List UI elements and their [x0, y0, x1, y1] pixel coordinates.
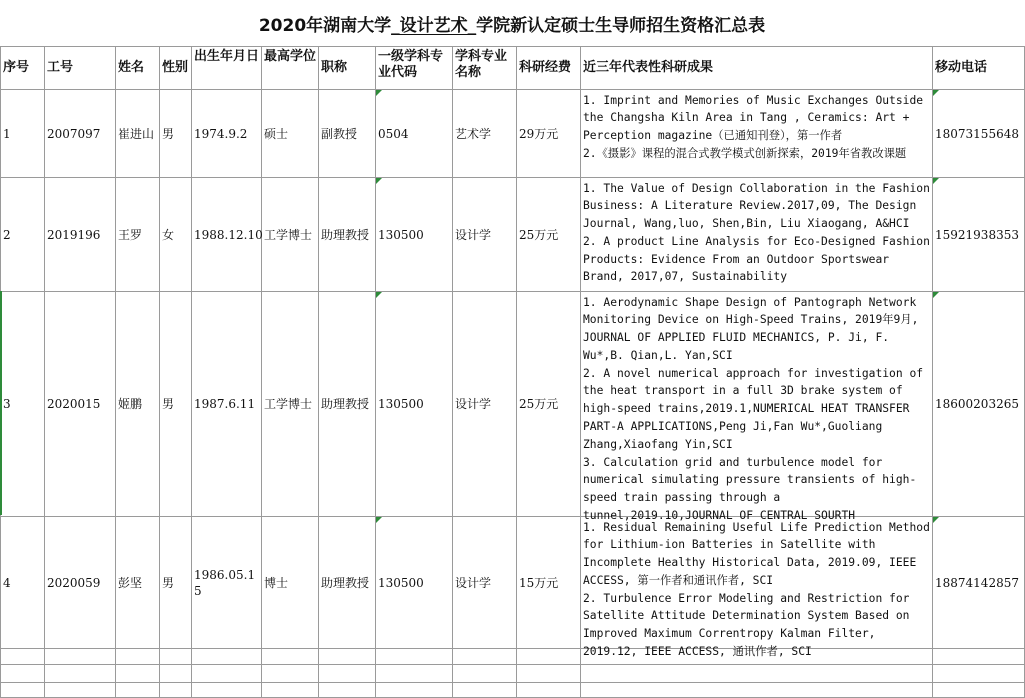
cell-no[interactable]: 3 [1, 292, 45, 517]
cell-degree[interactable]: 硕士 [262, 90, 319, 178]
comment-marker-icon [933, 517, 939, 523]
empty-cell[interactable] [453, 683, 517, 698]
col-header-birth[interactable]: 出生年月日 [192, 47, 262, 90]
cell-phone-text: 15921938353 [935, 227, 1019, 242]
cell-achievements[interactable] [581, 90, 933, 178]
cell-major[interactable]: 设计学 [453, 517, 517, 649]
comment-marker-icon [933, 178, 939, 184]
cell-code-text: 0504 [378, 126, 409, 141]
cell-no[interactable]: 1 [1, 90, 45, 178]
table-row [1, 178, 1025, 292]
empty-cell[interactable] [376, 665, 453, 683]
cell-title[interactable]: 助理教授 [319, 178, 376, 292]
cell-gender[interactable]: 男 [160, 90, 192, 178]
empty-cell[interactable] [376, 683, 453, 698]
cell-code-text: 130500 [378, 227, 424, 242]
empty-row [1, 665, 1025, 683]
cell-title[interactable]: 助理教授 [319, 292, 376, 517]
cell-gender[interactable]: 女 [160, 178, 192, 292]
cell-birth[interactable]: 1974.9.2 [192, 90, 262, 178]
cell-code[interactable] [376, 292, 453, 517]
empty-cell[interactable] [581, 683, 933, 698]
cell-code[interactable] [376, 90, 453, 178]
col-header-name[interactable]: 姓名 [116, 47, 160, 90]
comment-marker-icon [376, 178, 382, 184]
empty-cell[interactable] [933, 683, 1025, 698]
cell-gender[interactable]: 男 [160, 517, 192, 649]
achievements-text: 1. The Value of Design Collaboration in the Fashion Business: A Literature Review.2017,09, The Design Journal, Wang,luo, Shen,Bin, Liu Xiaogang, A&HCI 2. A product Line Analysis for Eco-Designed Fashion Products: Evidence From an Outdoor Sportswear Brand, 2017,07, Sustainability [583, 181, 930, 284]
cell-id[interactable]: 2020059 [45, 517, 116, 649]
comment-marker-icon [933, 292, 939, 298]
empty-cell[interactable] [453, 665, 517, 683]
table-row [1, 517, 1025, 649]
comment-marker-icon [376, 292, 382, 298]
cell-funding[interactable]: 25万元 [517, 292, 581, 517]
achievements-text: 1. Residual Remaining Useful Life Prediction Method for Lithium-ion Batteries in Satellite with Incomplete Healthy Historical Data, 2019.09, IEEE ACCESS, 第一作者和通讯作者, SCI 2. Turbulence Error Modeling and Restriction for Satellite Attitude Determination System Based on Improved Maximum Correntropy Kalman Filter, 2019.12, IEEE ACCESS, 通讯作者, SCI [583, 520, 930, 659]
cell-code[interactable] [376, 517, 453, 649]
cell-id[interactable]: 2007097 [45, 90, 116, 178]
cell-title[interactable]: 助理教授 [319, 517, 376, 649]
header-row [1, 47, 1025, 90]
achievements-text: 1. Aerodynamic Shape Design of Pantograph Network Monitoring Device on High-Speed Trains, 2019年9月, JOURNAL OF APPLIED FLUID MECHANICS, P. Ji, F. Wu*,B. Qian,L. Yan,SCI 2. A novel numerical approach for investigation of the heat transport in a full 3D brake system of high-speed trains,2019.1,NUMERICAL HEAT TRANSFER PART-A APPLICATIONS,Peng Ji,Fan Wu*,Guoliang Zhang,Xiaofang Yin,SCI 3. Calculation grid and turbulence model for numerical simulating pressure transients of high-speed train passing through a tunnel,2019.10,JOURNAL OF CENTRAL SOURTH [583, 295, 924, 523]
title-college: _设计艺术_ [391, 15, 477, 36]
empty-cell[interactable] [319, 683, 376, 698]
cell-funding[interactable]: 25万元 [517, 178, 581, 292]
col-header-achievements[interactable]: 近三年代表性科研成果 [581, 47, 933, 90]
cell-degree[interactable]: 博士 [262, 517, 319, 649]
empty-cell[interactable] [1, 649, 45, 665]
comment-marker-icon [376, 517, 382, 523]
cell-major[interactable]: 设计学 [453, 292, 517, 517]
col-header-major[interactable]: 学科专业名称 [453, 47, 517, 90]
title-prefix: 2020年湖南大学 [258, 15, 392, 36]
comment-marker-icon [933, 90, 939, 96]
cell-achievements[interactable] [581, 517, 933, 659]
cell-phone[interactable] [933, 517, 1025, 649]
empty-cell[interactable] [45, 683, 116, 698]
empty-row [1, 649, 1025, 665]
col-header-title[interactable]: 职称 [319, 47, 376, 90]
summary-table [0, 46, 1025, 698]
empty-cell[interactable] [192, 683, 262, 698]
empty-cell[interactable] [116, 665, 160, 683]
cell-phone-text: 18874142857 [935, 575, 1019, 590]
cell-id[interactable]: 2020015 [45, 292, 116, 517]
cell-birth[interactable]: 1987.6.11 [192, 292, 262, 517]
table-row [1, 292, 1025, 517]
empty-cell[interactable] [376, 649, 453, 665]
cell-name[interactable]: 崔进山 [116, 90, 160, 178]
empty-cell[interactable] [319, 649, 376, 665]
empty-cell[interactable] [1, 683, 45, 698]
col-header-gender[interactable]: 性别 [160, 47, 192, 90]
cell-name[interactable]: 彭坚 [116, 517, 160, 649]
cell-degree[interactable]: 工学博士 [262, 292, 319, 517]
cell-degree[interactable]: 工学博士 [262, 178, 319, 292]
cell-major[interactable]: 艺术学 [453, 90, 517, 178]
empty-cell[interactable] [581, 665, 933, 683]
comment-marker-icon [376, 90, 382, 96]
empty-cell[interactable] [1, 665, 45, 683]
cell-funding[interactable]: 29万元 [517, 90, 581, 178]
empty-row [1, 683, 1025, 698]
empty-cell[interactable] [517, 649, 581, 665]
col-header-id[interactable]: 工号 [45, 47, 116, 90]
empty-cell[interactable] [116, 649, 160, 665]
cell-code[interactable] [376, 178, 453, 292]
cell-code-text: 130500 [378, 575, 424, 590]
col-header-degree[interactable]: 最高学位 [262, 47, 319, 90]
row-selection-bar [0, 291, 2, 515]
achievements-text: 1. Imprint and Memories of Music Exchanges Outside the Changsha Kiln Area in Tang , Ceramics: Art + Perception magazine（已通知刊登），第一作者 2.《摄影》课程的混合式教学模式创新探索，2019年省教改课题 [583, 93, 924, 160]
page-title [0, 0, 1024, 46]
cell-phone[interactable] [933, 292, 1025, 517]
cell-name[interactable]: 王罗 [116, 178, 160, 292]
empty-cell[interactable] [45, 649, 116, 665]
empty-cell[interactable] [453, 649, 517, 665]
table-row [1, 90, 1025, 178]
empty-cell[interactable] [262, 665, 319, 683]
empty-cell[interactable] [262, 683, 319, 698]
empty-cell[interactable] [319, 665, 376, 683]
cell-id[interactable]: 2019196 [45, 178, 116, 292]
cell-achievements[interactable] [581, 292, 933, 523]
cell-phone[interactable] [933, 90, 1025, 178]
col-header-code[interactable]: 一级学科专业代码 [376, 47, 453, 90]
col-header-phone[interactable]: 移动电话 [933, 47, 1025, 90]
cell-phone-text: 18600203265 [935, 397, 1019, 411]
cell-funding[interactable]: 15万元 [517, 517, 581, 649]
empty-cell[interactable] [517, 683, 581, 698]
empty-cell[interactable] [45, 665, 116, 683]
cell-achievements[interactable] [581, 178, 933, 292]
cell-name[interactable]: 姬鹏 [116, 292, 160, 517]
cell-major[interactable]: 设计学 [453, 178, 517, 292]
empty-cell[interactable] [160, 683, 192, 698]
empty-cell[interactable] [160, 649, 192, 665]
empty-cell[interactable] [262, 649, 319, 665]
cell-phone-text: 18073155648 [935, 126, 1019, 141]
empty-cell[interactable] [192, 665, 262, 683]
cell-phone[interactable] [933, 178, 1025, 292]
cell-no[interactable]: 4 [1, 517, 45, 649]
empty-cell[interactable] [160, 665, 192, 683]
cell-code-text: 130500 [378, 397, 424, 411]
cell-birth[interactable]: 1988.12.10 [192, 178, 262, 292]
cell-gender[interactable]: 男 [160, 292, 192, 517]
cell-no[interactable]: 2 [1, 178, 45, 292]
empty-cell[interactable] [116, 683, 160, 698]
cell-birth[interactable]: 1986.05.15 [192, 517, 262, 649]
empty-cell[interactable] [933, 649, 1025, 665]
title-suffix: 学院新认定硕士生导师招生资格汇总表 [476, 15, 766, 36]
col-header-funding[interactable]: 科研经费 [517, 47, 581, 90]
cell-title[interactable]: 副教授 [319, 90, 376, 178]
empty-cell[interactable] [192, 649, 262, 665]
col-header-no[interactable]: 序号 [1, 47, 45, 90]
empty-cell[interactable] [517, 665, 581, 683]
empty-cell[interactable] [933, 665, 1025, 683]
